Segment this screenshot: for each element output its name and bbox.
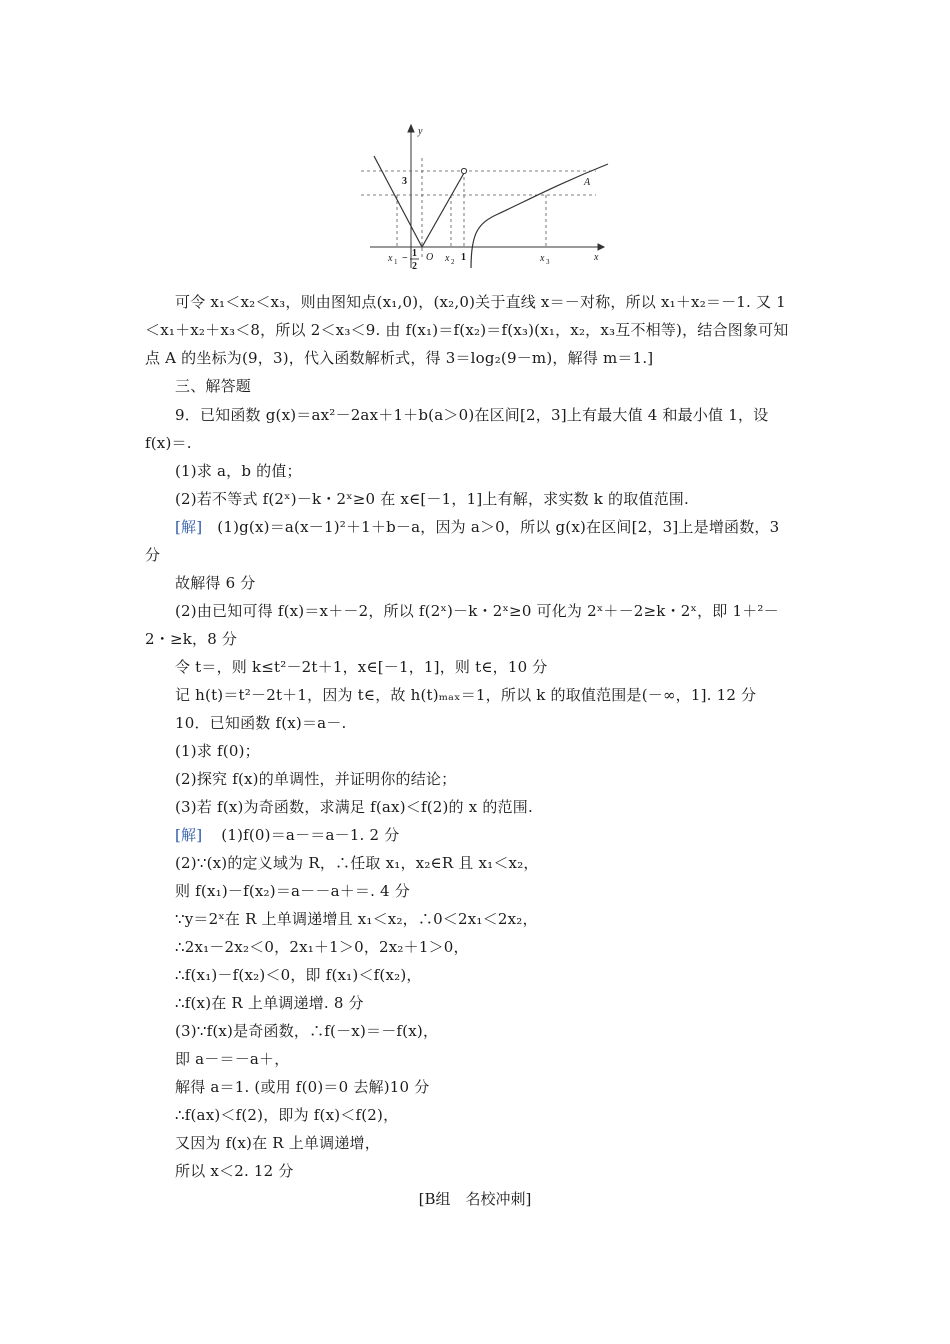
problem-10-solution-line-11: ∴f(ax)＜f(2)，即为 f(x)＜f(2)， <box>175 1106 399 1124</box>
tick-x1-sub: 1 <box>394 258 398 266</box>
x-axis-arrow <box>598 244 604 250</box>
y-axis-label: y <box>418 126 423 137</box>
problem-9-solution-line-5: 2・≥k，8 分 <box>145 630 238 648</box>
problem-9-stem-cont: f(x)＝. <box>145 434 192 452</box>
tick-x1-label: x <box>388 253 393 264</box>
problem-10-solution-line-5: ∴2x₁－2x₂＜0，2x₁＋1＞0，2x₂＋1＞0， <box>175 938 469 956</box>
tick-x2-sub: 2 <box>451 258 455 266</box>
problem-10-part1: (1)求 f(0)； <box>175 742 260 760</box>
solution-text: (1)g(x)＝a(x－1)²＋1＋b－a，因为 a＞0，所以 g(x)在区间[2，3]上是增函数，3 <box>217 518 780 536</box>
problem-9-part1: (1)求 a，b 的值； <box>175 462 302 480</box>
tick-half-den: 2 <box>412 261 417 270</box>
problem-9-stem: 9．已知函数 g(x)＝ax²－2ax＋1＋b(a＞0)在区间[2，3]上有最大值 4 和最小值 1，设 <box>175 406 769 424</box>
x-axis-label: x <box>594 252 599 263</box>
problem-10-solution-line-4: ∵y＝2ˣ在 R 上单调递增且 x₁＜x₂，∴0＜2x₁＜2x₂， <box>175 910 538 928</box>
problem-10-solution-line-10: 解得 a＝1. (或用 f(0)＝0 去解)10 分 <box>175 1078 430 1096</box>
y-axis-arrow <box>408 125 414 132</box>
solution-text: (1)f(0)＝a－＝a－1. 2 分 <box>221 826 400 844</box>
function-graph-figure <box>358 118 616 270</box>
open-endpoint <box>461 168 466 173</box>
problem-10-solution-line-3: 则 f(x₁)－f(x₂)＝a－－a＋＝. 4 分 <box>175 882 410 900</box>
solution-tag: [解] <box>175 826 203 844</box>
problem-9-solution-line-3: 故解得 6 分 <box>175 574 256 592</box>
tick-x3-label: x <box>540 253 545 264</box>
solution-line-2: ＜x₁＋x₂＋x₃＜8，所以 2＜x₃＜9. 由 f(x₁)＝f(x₂)＝f(x₃)(x₁，x₂，x₃互不相等)，结合图象可知 <box>145 321 789 339</box>
problem-10-solution-line-9: 即 a－＝－a＋， <box>175 1050 290 1068</box>
problem-9-solution-line-6: 令 t＝，则 k≤t²－2t＋1，x∈[－1，1]，则 t∈，10 分 <box>175 658 548 676</box>
origin-label: O <box>426 252 434 263</box>
problem-10-solution-line-2: (2)∵(x)的定义域为 R，∴任取 x₁，x₂∈R 且 x₁＜x₂， <box>175 854 539 872</box>
solution-tag: [解] <box>175 518 203 536</box>
tick-x2-label: x <box>445 253 450 264</box>
problem-10-solution-line <box>175 825 399 845</box>
tick-3-label: 3 <box>402 176 407 187</box>
problem-9-part2: (2)若不等式 f(2ˣ)－k・2ˣ≥0 在 x∈[－1，1]上有解，求实数 k 的取值范围. <box>175 490 689 508</box>
problem-10-solution-line-13: 所以 x＜2. 12 分 <box>175 1162 294 1180</box>
problem-10-solution-line-6: ∴f(x₁)－f(x₂)＜0，即 f(x₁)＜f(x₂)， <box>175 966 422 984</box>
problem-9-solution-line <box>175 517 779 537</box>
problem-9-solution-line-7: 记 h(t)＝t²－2t＋1，因为 t∈，故 h(t)ₘₐₓ＝1，所以 k 的取值范围是(－∞，1]. 12 分 <box>175 686 757 704</box>
tick-half-num: 1 <box>412 248 417 259</box>
problem-10-solution-line-8: (3)∵f(x)是奇函数，∴f(－x)＝－f(x)， <box>175 1022 439 1040</box>
section-heading: 三、解答题 <box>175 377 252 395</box>
problem-10-part2: (2)探究 f(x)的单调性，并证明你的结论； <box>175 770 457 788</box>
curve-left-branch <box>374 156 464 247</box>
problem-10-stem: 10．已知函数 f(x)＝a－. <box>175 714 347 732</box>
problem-10-solution-line-12: 又因为 f(x)在 R 上单调递增， <box>175 1134 380 1152</box>
tick-1-label: 1 <box>461 252 466 263</box>
solution-line-3: 点 A 的坐标为(9，3)，代入函数解析式，得 3＝log₂(9－m)，解得 m＝1.] <box>145 349 654 367</box>
tick-neg-sign: − <box>402 253 408 264</box>
solution-line-1: 可令 x₁＜x₂＜x₃，则由图知点(x₁,0)，(x₂,0)关于直线 x＝－对称，所以 x₁＋x₂＝－1. 又 1 <box>175 293 786 311</box>
problem-10-part3: (3)若 f(x)为奇函数，求满足 f(ax)＜f(2)的 x 的范围. <box>175 798 533 816</box>
tick-x3-sub: 3 <box>546 258 550 266</box>
problem-10-solution-line-7: ∴f(x)在 R 上单调递增. 8 分 <box>175 994 364 1012</box>
section-b-heading: [B组 名校冲刺] <box>418 1190 532 1208</box>
problem-9-solution-cont: 分 <box>145 546 161 564</box>
point-A-label: A <box>584 177 591 188</box>
problem-9-solution-line-4: (2)由已知可得 f(x)＝x＋－2，所以 f(2ˣ)－k・2ˣ≥0 可化为 2ˣ＋－2≥k・2ˣ，即 1＋²－ <box>175 602 779 620</box>
